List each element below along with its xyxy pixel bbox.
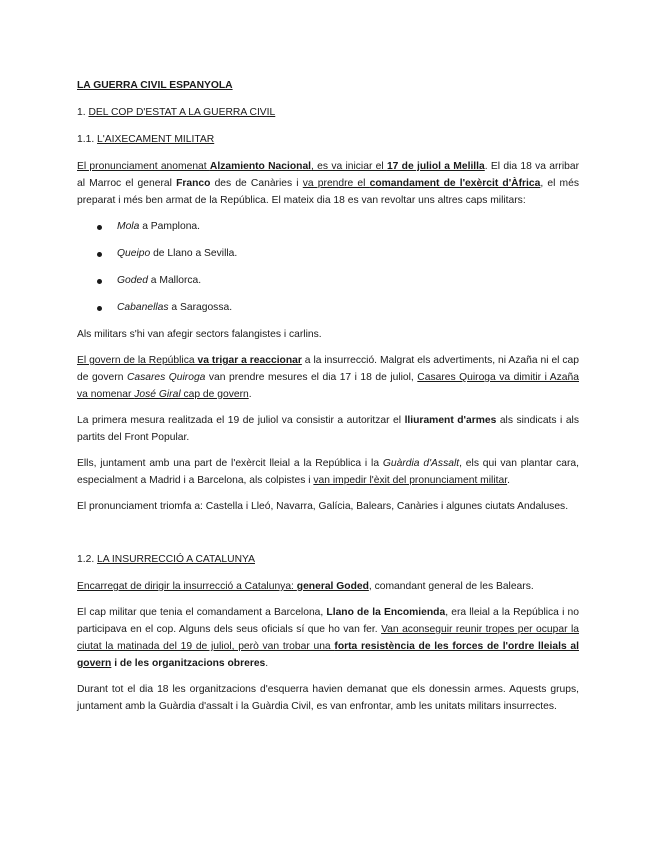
- paragraph-triomfa: El pronunciament triomfa a: Castella i Lleó, Navarra, Galícia, Balears, Canàries i algunes ciutats Andaluses.: [77, 501, 569, 512]
- section-heading-1-2: 1.2. LA INSURRECCIÓ A CATALUNYA: [77, 554, 255, 565]
- bullet-icon: [97, 306, 102, 311]
- section-heading-1-1-label: L'AIXECAMENT MILITAR: [97, 134, 215, 145]
- list-item: Mola a Pamplona.: [77, 218, 579, 235]
- paragraph-lliurament-armes: La primera mesura realitzada el 19 de juliol va consistir a autoritzar el lliurament d'armes als sindicats i als partits del Front Popular.: [77, 415, 579, 443]
- paragraph-guardia-assalt: Ells, juntament amb una part de l'exèrcit lleial a la República i la Guàrdia d'Assalt, els qui van plantar cara, especialment a Madrid i a Barcelona, als colpistes i van impedir l'èxit del pronunciament militar.: [77, 458, 580, 486]
- bullet-icon: [97, 225, 102, 230]
- generals-list: [77, 218, 579, 316]
- bullet-icon: [97, 252, 102, 257]
- paragraph-organitzacions: Durant tot el dia 18 les organitzacions d'esquerra havien demanat que els donessin armes. Aquests grups, juntament amb la Guàrdia d'assalt i la Guàrdia Civil, es van enfrontar, amb les unitats militars insurrectes.: [77, 684, 579, 712]
- list-item: Goded a Mallorca.: [77, 272, 579, 289]
- list-item: Queipo de Llano a Sevilla.: [77, 245, 579, 262]
- section-heading-1-1: 1.1. L'AIXECAMENT MILITAR: [77, 134, 215, 145]
- paragraph-govern-republica: El govern de la República va trigar a reaccionar a la insurrecció. Malgrat els advertiments, ni Azaña ni el cap de govern Casares Quiroga van prendre mesures el dia 17 i 18 de juliol, Casares Quiroga va dimitir i Azaña va nomenar José Giral cap de govern.: [77, 355, 579, 400]
- section-spacer: [77, 524, 579, 551]
- document-body: [77, 77, 579, 724]
- bullet-icon: [97, 279, 102, 284]
- section-heading-1-2-label: LA INSURRECCIÓ A CATALUNYA: [97, 554, 255, 565]
- paragraph-barcelona: El cap militar que tenia el comandament a Barcelona, Llano de la Encomienda, era lleial a la República i no participava en el cop. Alguns dels seus oficials sí que ho van fer. Van aconseguir reunir tropes per ocupar la ciutat la matinada del 19 de juliol, però van trobar una forta resistència de les forces de l'ordre lleials al govern i de les organitzacions obreres.: [77, 607, 579, 669]
- section-heading-1-label: DEL COP D'ESTAT A LA GUERRA CIVIL: [88, 107, 276, 118]
- paragraph-alzamiento: El pronunciament anomenat Alzamiento Nacional, es va iniciar el 17 de juliol a Melilla. El dia 18 va arribar al Marroc el general Franco des de Canàries i va prendre el comandament de l'exèrcit d'Àfrica, el més preparat i més ben armat de la República. El mateix dia 18 es van revoltar uns altres caps militars:: [77, 161, 580, 206]
- paragraph-goded: Encarregat de dirigir la insurrecció a Catalunya: general Goded, comandant general de les Balears.: [77, 581, 534, 592]
- list-item: Cabanellas a Saragossa.: [77, 299, 579, 316]
- section-heading-1: 1. DEL COP D'ESTAT A LA GUERRA CIVIL: [77, 107, 276, 118]
- paragraph-falangistes: Als militars s'hi van afegir sectors falangistes i carlins.: [77, 329, 322, 340]
- document-title: LA GUERRA CIVIL ESPANYOLA: [77, 80, 233, 91]
